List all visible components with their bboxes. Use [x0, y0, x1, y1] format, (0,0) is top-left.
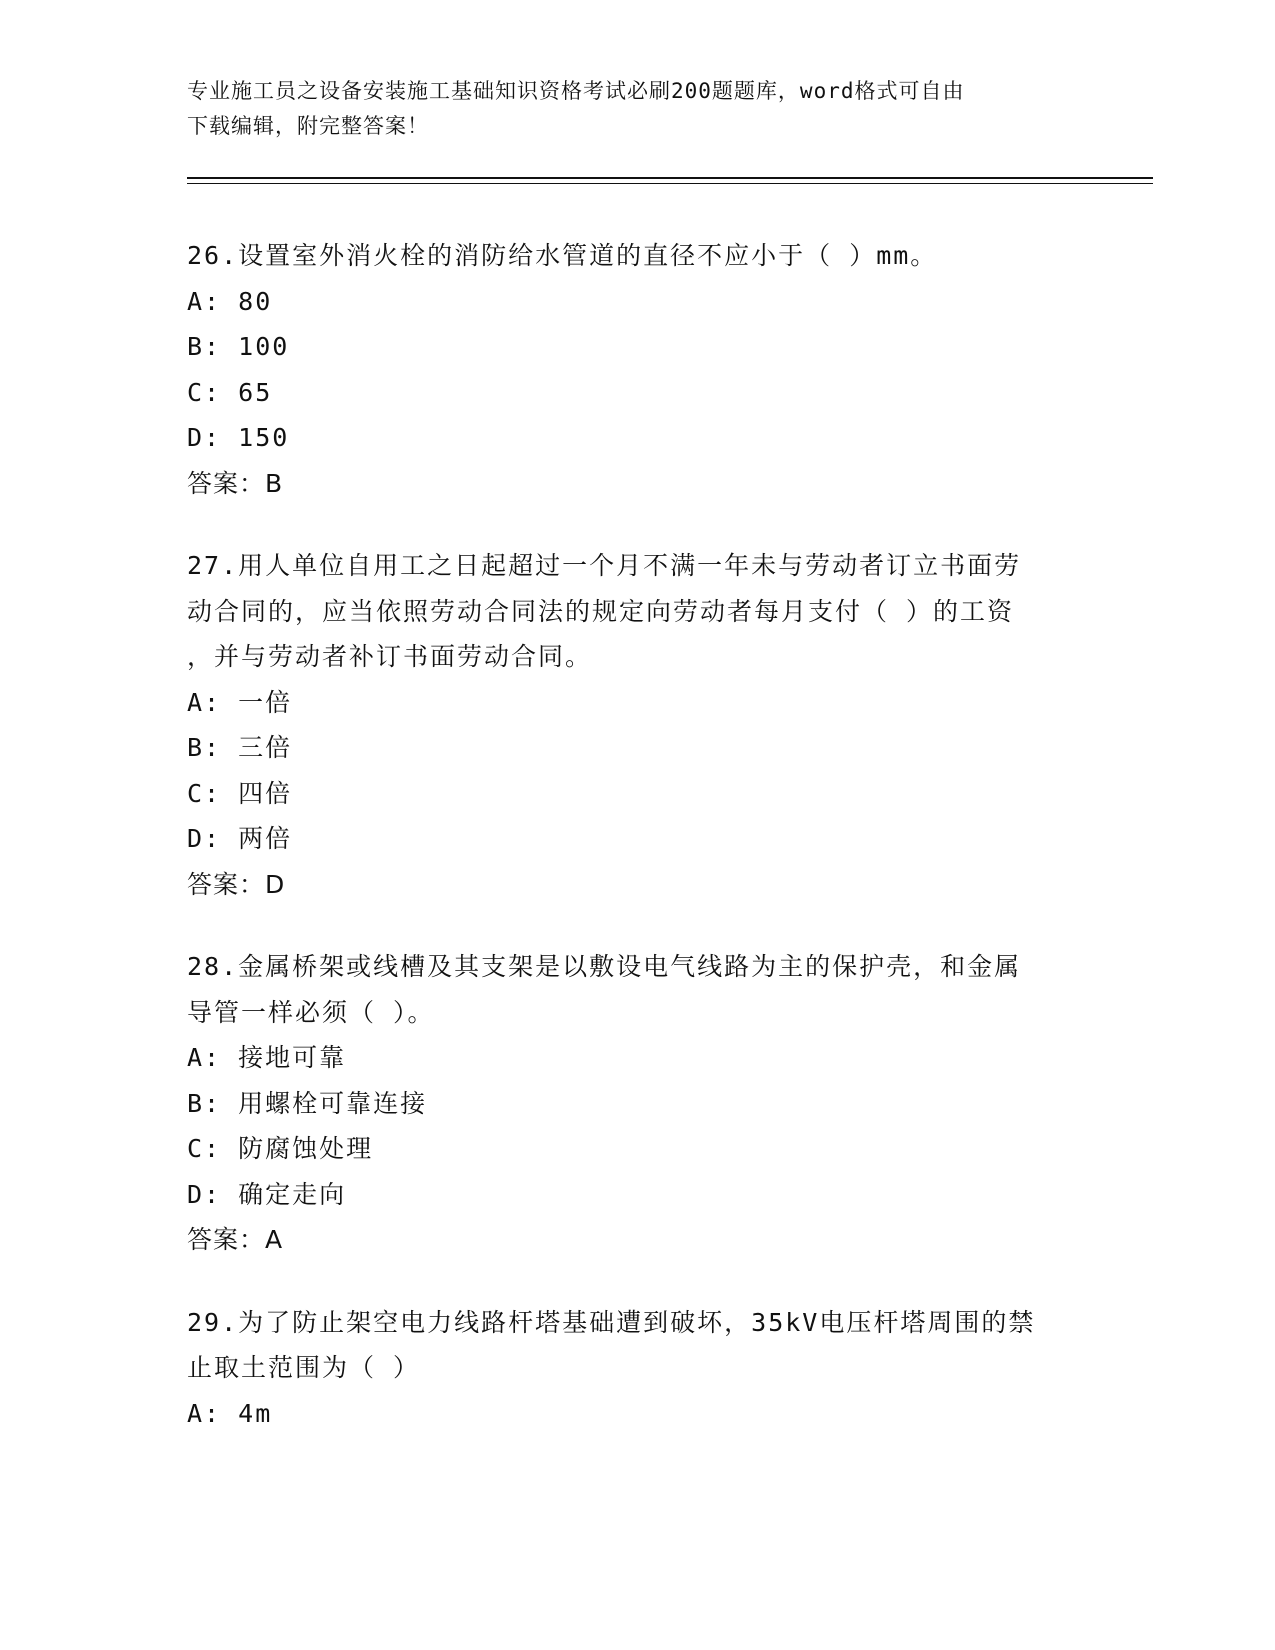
option-b: B: 三倍 [187, 733, 293, 762]
question-text: 导管一样必须（ ）。 [187, 997, 435, 1027]
option-d: D: 两倍 [187, 824, 293, 853]
header-line: 下载编辑，附完整答案！ [187, 114, 429, 138]
question-text: 28.金属桥架或线槽及其支架是以敷设电气线路为主的保护壳，和金属 [187, 952, 1022, 981]
option-d: D: 确定走向 [187, 1179, 347, 1209]
question-26 [187, 233, 1087, 506]
option-c: C: 防腐蚀处理 [187, 1134, 374, 1163]
option-a: A: 80 [187, 286, 273, 316]
header-divider-thick [187, 177, 1153, 179]
option-c: C: 65 [187, 377, 273, 407]
answer: 答案：B [187, 468, 284, 498]
option-a: A: 一倍 [187, 687, 293, 717]
question-29 [187, 1300, 1087, 1437]
question-list [187, 233, 1087, 1473]
option-b: B: 100 [187, 332, 290, 361]
header-divider-thin [187, 183, 1153, 184]
question-27 [187, 543, 1087, 907]
question-text: 27.用人单位自用工之日起超过一个月不满一年未与劳动者订立书面劳 [187, 551, 1022, 580]
header-line: 专业施工员之设备安装施工基础知识资格考试必刷200题题库，word格式可自由 [187, 79, 965, 103]
option-a: A: 4m [187, 1398, 273, 1428]
option-d: D: 150 [187, 423, 290, 452]
answer: 答案：D [187, 869, 286, 899]
option-a: A: 接地可靠 [187, 1043, 347, 1072]
question-text: 29.为了防止架空电力线路杆塔基础遭到破坏，35kV电压杆塔周围的禁 [187, 1307, 1036, 1337]
question-text: 止取土范围为（ ） [187, 1353, 421, 1382]
question-28 [187, 944, 1087, 1263]
question-text: ，并与劳动者补订书面劳动合同。 [187, 642, 593, 671]
question-text: 动合同的，应当依照劳动合同法的规定向劳动者每月支付（ ）的工资 [187, 596, 1015, 626]
answer: 答案：A [187, 1225, 284, 1254]
document-header [187, 74, 1067, 144]
option-b: B: 用螺栓可靠连接 [187, 1088, 428, 1118]
question-text: 26.设置室外消火栓的消防给水管道的直径不应小于（ ）mm。 [187, 241, 938, 270]
option-c: C: 四倍 [187, 778, 293, 808]
